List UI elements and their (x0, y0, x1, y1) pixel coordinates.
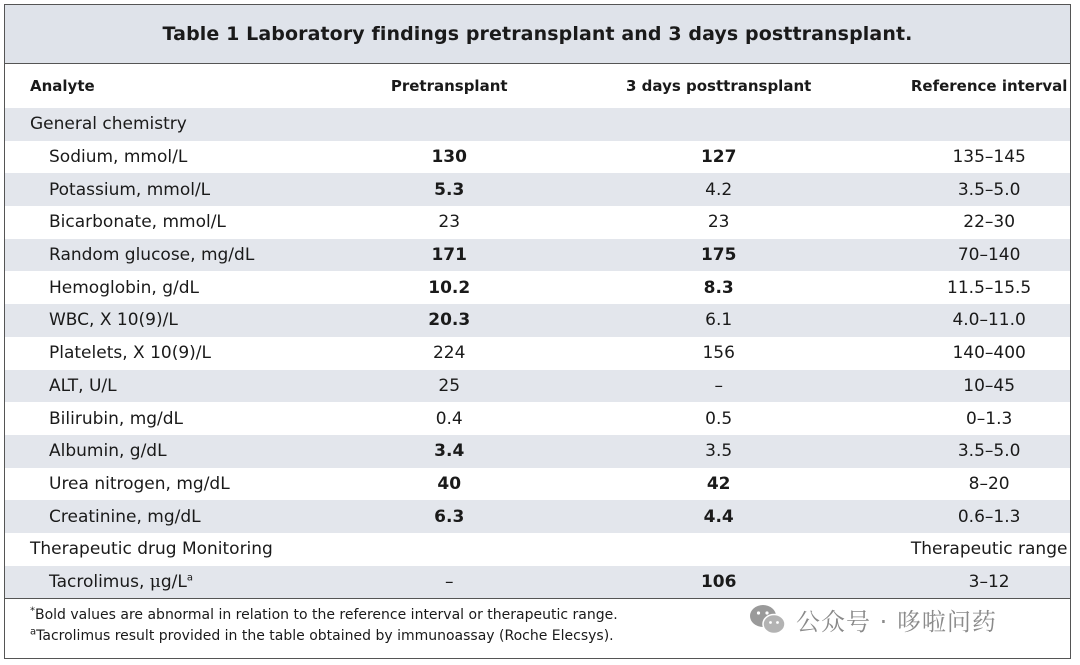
ref-cell: 22–30 (963, 212, 1016, 233)
analyte-cell: Albumin, g/dL (49, 441, 167, 462)
pre-cell: 20.3 (428, 310, 471, 331)
ref-cell: 4.0–11.0 (952, 310, 1026, 331)
pre-cell: 130 (431, 147, 467, 168)
table-row-tacrolimus (5, 566, 1070, 599)
table-row (5, 337, 1070, 370)
ref-cell: 140–400 (952, 343, 1026, 364)
section-label: General chemistry (30, 114, 187, 135)
analyte-cell: Bilirubin, mg/dL (49, 408, 184, 429)
analyte-cell (5, 572, 369, 592)
watermark-text: 公众号 · 哆啦问药 (796, 608, 997, 636)
post-cell: 6.1 (705, 310, 733, 331)
section-row-general (5, 108, 1070, 141)
analyte-cell: Bicarbonate, mmol/L (49, 212, 226, 233)
ref-cell: 70–140 (957, 245, 1021, 266)
table-row (5, 304, 1070, 337)
analyte-cell: Hemoglobin, g/dL (49, 277, 199, 298)
wechat-icon (748, 603, 788, 637)
pre-cell: 10.2 (428, 277, 471, 298)
column-header-row (5, 64, 1070, 108)
column-header-posttransplant: 3 days posttransplant (626, 77, 812, 95)
analyte-cell: Urea nitrogen, mg/dL (49, 473, 230, 494)
column-header-reference: Reference interval (910, 77, 1068, 95)
table-title: Table 1 Laboratory findings pretransplant and 3 days posttransplant. (5, 5, 1070, 64)
post-cell: 175 (700, 245, 737, 266)
post-cell: 106 (700, 571, 737, 592)
table-row (5, 239, 1070, 272)
table-row (5, 141, 1070, 174)
footnote-text: Bold values are abnormal in relation to the reference interval or therapeutic range. (35, 607, 618, 624)
micro-symbol: μ (149, 571, 161, 592)
pre-cell: – (444, 571, 454, 592)
pre-cell: 25 (438, 375, 461, 396)
post-cell: 42 (706, 473, 731, 494)
column-header-pretransplant: Pretransplant (390, 77, 508, 95)
table-row (5, 435, 1070, 468)
section-label: Therapeutic drug Monitoring (30, 539, 273, 560)
ref-cell: 3.5–5.0 (957, 179, 1021, 200)
footnote-marker: a (186, 572, 193, 584)
footnote-mark: * (30, 605, 35, 617)
pre-cell: 0.4 (435, 408, 463, 429)
post-cell: 4.2 (705, 179, 733, 200)
analyte-cell: Creatinine, mg/dL (49, 506, 201, 527)
ref-cell: 3–12 (968, 571, 1010, 592)
watermark (748, 602, 997, 637)
pre-cell: 171 (431, 245, 467, 266)
analyte-name: Tacrolimus, (49, 571, 150, 592)
table-row (5, 468, 1070, 501)
ref-cell: 0–1.3 (965, 408, 1013, 429)
table-row (5, 206, 1070, 239)
post-cell: 8.3 (703, 277, 734, 298)
pre-cell: 40 (437, 473, 462, 494)
footnote-mark: a (30, 626, 37, 638)
post-cell: 23 (707, 212, 730, 233)
pre-cell: 3.4 (434, 441, 465, 462)
pre-cell: 23 (438, 212, 461, 233)
table-row (5, 370, 1070, 403)
post-cell: 4.4 (703, 506, 734, 527)
analyte-cell: Platelets, X 10(9)/L (49, 343, 211, 364)
table-row (5, 402, 1070, 435)
analyte-cell: Sodium, mmol/L (49, 147, 188, 168)
pre-cell: 6.3 (434, 506, 465, 527)
pre-cell: 224 (432, 343, 466, 364)
post-cell: – (714, 375, 723, 396)
post-cell: 3.5 (705, 441, 733, 462)
pre-cell: 5.3 (434, 179, 465, 200)
ref-cell: 135–145 (952, 147, 1026, 168)
table-row (5, 173, 1070, 206)
ref-cell: 0.6–1.3 (957, 506, 1021, 527)
post-cell: 0.5 (705, 408, 733, 429)
analyte-cell: Random glucose, mg/dL (49, 245, 255, 266)
ref-cell: 3.5–5.0 (957, 441, 1021, 462)
ref-cell: 8–20 (968, 473, 1010, 494)
analyte-unit: g/L (160, 571, 187, 592)
ref-cell: 10–45 (963, 375, 1016, 396)
ref-cell: 11.5–15.5 (947, 277, 1032, 298)
post-cell: 127 (700, 147, 737, 168)
table-row (5, 500, 1070, 533)
column-header-analyte: Analyte (30, 77, 95, 95)
analyte-cell: Potassium, mmol/L (49, 179, 211, 200)
footnote-text: Tacrolimus result provided in the table obtained by immunoassay (Roche Elecsys). (36, 628, 614, 645)
post-cell: 156 (702, 343, 735, 364)
table-row (5, 271, 1070, 304)
therapeutic-range-header: Therapeutic range (910, 539, 1068, 560)
table-frame (4, 4, 1071, 659)
section-row-tdm (5, 533, 1070, 566)
analyte-cell: ALT, U/L (49, 375, 117, 396)
analyte-cell: WBC, X 10(9)/L (49, 310, 178, 331)
